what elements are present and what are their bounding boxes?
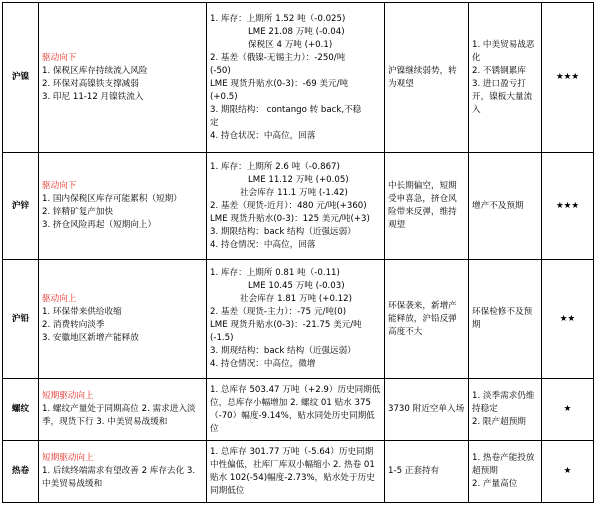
drivers-cell bbox=[39, 3, 207, 153]
driver-item: 2. 环保对高镍铁支撑减弱 bbox=[42, 78, 139, 89]
data-line: 3. 期限结构： contango 转 back,不稳 bbox=[210, 104, 362, 115]
driver-heading: 短期驱动向上 bbox=[42, 453, 94, 463]
rating-stars: ★ bbox=[542, 379, 594, 441]
data-line: 保税区 4 万吨 (+0.1) bbox=[248, 39, 333, 50]
data-line: 3. 期现结构：back 结构（近强远弱） bbox=[210, 346, 356, 356]
table-row bbox=[3, 441, 594, 503]
data-line: 1. 库存：上期所 1.52 吨（-0.025) bbox=[210, 13, 346, 24]
commodity-name: 热卷 bbox=[3, 441, 39, 503]
data-line: (-1.5) bbox=[210, 333, 234, 343]
driver-item: 2. 锌精矿复产加快 bbox=[42, 207, 114, 217]
driver-item: 1. 环保带来供给收缩 bbox=[42, 307, 122, 317]
data-line: 定 bbox=[210, 117, 219, 128]
data-line: (+0.5) bbox=[210, 91, 238, 102]
data-line: 2. 基差（现货-主力）：-75 元/吨(0) bbox=[210, 307, 347, 317]
view-cell: 沪镍继续弱势，转为观望 bbox=[385, 3, 469, 153]
data-line: LME 现货升贴水(0-3)：-69 美元/吨 bbox=[210, 78, 349, 89]
driver-item: 2. 消费转向淡季 bbox=[42, 320, 105, 330]
commodity-name: 沪铅 bbox=[3, 260, 39, 379]
data-line: 2. 基差（俄镍-无锡主力）：-250/吨 bbox=[210, 52, 346, 63]
data-line: 3. 期限结构：back 结构（近强远弱） bbox=[210, 226, 356, 237]
data-line: 4. 持仓情况：中高位，回落 bbox=[210, 239, 316, 250]
driver-heading: 驱动向上 bbox=[42, 294, 77, 304]
rating-stars: ★★★ bbox=[542, 3, 594, 153]
data-line: LME 11.12 万吨 (+0.05) bbox=[248, 174, 349, 185]
data-line: 1. 库存：上期所 2.6 吨（-0.867) bbox=[210, 161, 340, 172]
view-cell: 1-5 正套持有 bbox=[385, 441, 469, 503]
data-line: LME 现货升贴水(0-3)：-21.75 美元/吨 bbox=[210, 320, 362, 330]
rating-stars: ★★★ bbox=[542, 153, 594, 260]
data-line: (-50) bbox=[210, 65, 231, 76]
table-row bbox=[3, 260, 594, 379]
commodity-name: 沪锌 bbox=[3, 153, 39, 260]
data-line: 社会库存 11.1 万吨 (-1.42) bbox=[240, 187, 348, 198]
rating-stars: ★ bbox=[542, 441, 594, 503]
view-cell: 环保袭来，新增产能释放，沪铅反弹高度不大 bbox=[385, 260, 469, 379]
driver-heading: 驱动向下 bbox=[42, 181, 77, 191]
drivers-cell bbox=[39, 153, 207, 260]
commodity-name: 沪镍 bbox=[3, 3, 39, 153]
commodity-name: 螺纹 bbox=[3, 379, 39, 441]
data-line: 1. 库存：上期所 0.81 吨（-0.11) bbox=[210, 268, 340, 278]
driver-item: 1. 保税区库存持续流入风险 bbox=[42, 65, 148, 76]
data-text: 1. 总库存 503.47 万吨（+2.9）历史同期低位，总库存小幅增加 2. 螺纹 01 贴水 375（-70）幅度-9.14%，贴水同处历史同期低位 bbox=[210, 384, 381, 434]
driver-item: 3. 挤仓风险再起（短期向上） bbox=[42, 220, 157, 230]
drivers-cell bbox=[39, 441, 207, 503]
driver-text: 1. 螺纹产量处于同期高位 2. 需求进入淡季，现货下行 3. 中美贸易战缓和 bbox=[42, 404, 196, 427]
risk-cell: 增产不及预期 bbox=[469, 153, 542, 260]
data-line: LME 10.45 万吨 (-0.03) bbox=[248, 281, 345, 291]
data-line: LME 21.08 万吨 (-0.04) bbox=[248, 26, 345, 37]
data-cell bbox=[207, 379, 385, 441]
risk-cell: 1. 淡季需求仍维持稳定 2. 限产超预期 bbox=[469, 379, 542, 441]
risk-cell: 环保检修不及预期 bbox=[469, 260, 542, 379]
data-cell bbox=[207, 260, 385, 379]
commodity-strategy-table bbox=[2, 2, 594, 503]
driver-text: 1. 后续终端需求有望改善 2 库存去化 3. 中美贸易战缓和 bbox=[42, 466, 196, 489]
risk-cell: 1. 中美贸易战恶化 2. 不锈钢累库 3. 进口盈亏打开，镍板大量流入 bbox=[469, 3, 542, 153]
view-cell: 中长期偏空，短期受申喜急，挤仓风险带来反弹，维持观望 bbox=[385, 153, 469, 260]
data-line: 4. 持仓情况：中高位，微增 bbox=[210, 359, 316, 369]
driver-item: 3. 印尼 11-12 月镍铁流入 bbox=[42, 91, 144, 102]
table-row bbox=[3, 3, 594, 153]
table-row bbox=[3, 379, 594, 441]
driver-item: 3. 安徽地区新增产能释放 bbox=[42, 333, 139, 343]
drivers-cell bbox=[39, 379, 207, 441]
data-line: 2. 基差（现货-近月）：480 元/吨(+360) bbox=[210, 200, 367, 211]
data-cell bbox=[207, 3, 385, 153]
risk-cell: 1. 热卷产能投放超预期 2. 产量高位 bbox=[469, 441, 542, 503]
data-line: LME 现货升贴水(0-3)：125 美元/吨(+3) bbox=[210, 213, 370, 224]
rating-stars: ★★ bbox=[542, 260, 594, 379]
data-cell bbox=[207, 153, 385, 260]
view-cell: 3730 附近空单入场 bbox=[385, 379, 469, 441]
table-row bbox=[3, 153, 594, 260]
data-line: 4. 持仓状况：中高位，回落 bbox=[210, 130, 316, 141]
data-line: 社会库存 1.81 万吨 (+0.12) bbox=[240, 294, 352, 304]
data-cell bbox=[207, 441, 385, 503]
drivers-cell bbox=[39, 260, 207, 379]
data-text: 1. 总库存 301.77 万吨（-5.64）历史同期中性偏低，社库厂库双小幅缩小 2. 热卷 01 贴水 102(-54)幅度-2.73%，贴水处于历史同期低位 bbox=[210, 446, 375, 496]
driver-heading: 驱动向下 bbox=[42, 52, 77, 63]
driver-heading: 短期驱动向上 bbox=[42, 391, 94, 401]
driver-item: 1. 国内保税区库存可能累积（短期） bbox=[42, 194, 182, 204]
